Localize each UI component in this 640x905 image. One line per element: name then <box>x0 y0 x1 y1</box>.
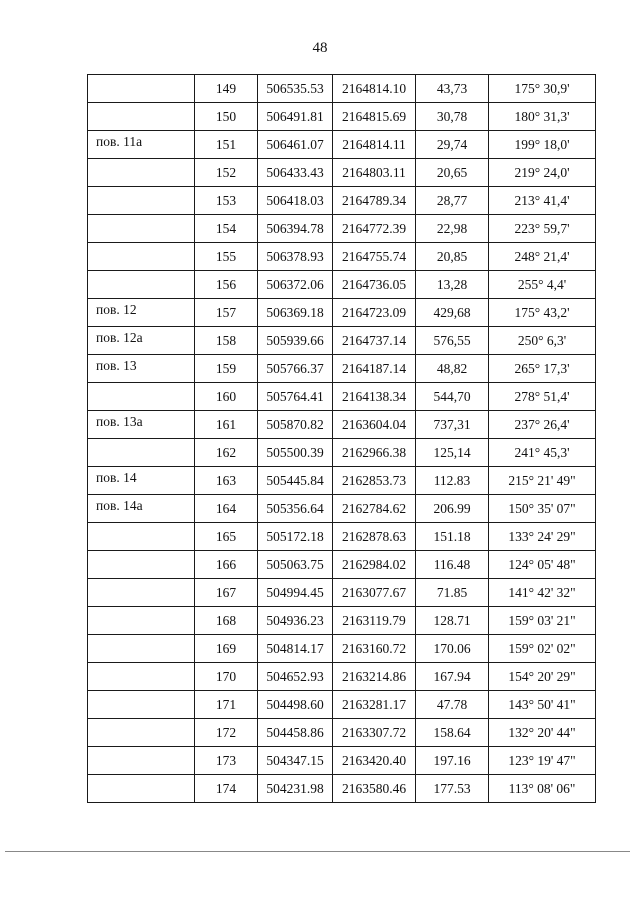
direction-angle-cell: 248° 21,4' <box>489 243 596 271</box>
boundary-label-cell <box>88 187 195 215</box>
boundary-label-cell: пов. 14 <box>88 467 195 495</box>
direction-angle-cell: 199° 18,0' <box>489 131 596 159</box>
distance-cell: 737,31 <box>416 411 489 439</box>
x-coordinate-cell: 504652.93 <box>258 663 333 691</box>
boundary-label-cell <box>88 607 195 635</box>
x-coordinate-cell: 504231.98 <box>258 775 333 803</box>
distance-cell: 206.99 <box>416 495 489 523</box>
point-number-cell: 161 <box>195 411 258 439</box>
point-number-cell: 153 <box>195 187 258 215</box>
boundary-label-cell <box>88 271 195 299</box>
coordinates-table-body <box>88 75 596 803</box>
x-coordinate-cell: 506461.07 <box>258 131 333 159</box>
table-row <box>88 187 596 215</box>
y-coordinate-cell: 2163160.72 <box>333 635 416 663</box>
table-row <box>88 775 596 803</box>
x-coordinate-cell: 506418.03 <box>258 187 333 215</box>
table-row <box>88 103 596 131</box>
point-number-cell: 171 <box>195 691 258 719</box>
x-coordinate-cell: 506372.06 <box>258 271 333 299</box>
distance-cell: 151.18 <box>416 523 489 551</box>
table-row <box>88 75 596 103</box>
table-row <box>88 747 596 775</box>
x-coordinate-cell: 505870.82 <box>258 411 333 439</box>
x-coordinate-cell: 506433.43 <box>258 159 333 187</box>
table-row <box>88 299 596 327</box>
table-row <box>88 215 596 243</box>
direction-angle-cell: 113° 08' 06" <box>489 775 596 803</box>
boundary-label-cell <box>88 635 195 663</box>
distance-cell: 29,74 <box>416 131 489 159</box>
table-row <box>88 467 596 495</box>
distance-cell: 429,68 <box>416 299 489 327</box>
bottom-divider <box>5 851 630 852</box>
distance-cell: 20,65 <box>416 159 489 187</box>
point-number-cell: 150 <box>195 103 258 131</box>
point-number-cell: 168 <box>195 607 258 635</box>
x-coordinate-cell: 505764.41 <box>258 383 333 411</box>
distance-cell: 48,82 <box>416 355 489 383</box>
direction-angle-cell: 219° 24,0' <box>489 159 596 187</box>
coordinates-table <box>87 74 596 803</box>
y-coordinate-cell: 2163580.46 <box>333 775 416 803</box>
boundary-label-cell <box>88 523 195 551</box>
direction-angle-cell: 278° 51,4' <box>489 383 596 411</box>
point-number-cell: 166 <box>195 551 258 579</box>
boundary-label-cell <box>88 103 195 131</box>
distance-cell: 128.71 <box>416 607 489 635</box>
x-coordinate-cell: 504936.23 <box>258 607 333 635</box>
point-number-cell: 172 <box>195 719 258 747</box>
table-row <box>88 579 596 607</box>
point-number-cell: 173 <box>195 747 258 775</box>
table-row <box>88 383 596 411</box>
x-coordinate-cell: 504994.45 <box>258 579 333 607</box>
distance-cell: 177.53 <box>416 775 489 803</box>
y-coordinate-cell: 2162966.38 <box>333 439 416 467</box>
x-coordinate-cell: 506535.53 <box>258 75 333 103</box>
y-coordinate-cell: 2164723.09 <box>333 299 416 327</box>
boundary-label-cell <box>88 439 195 467</box>
x-coordinate-cell: 505356.64 <box>258 495 333 523</box>
distance-cell: 116.48 <box>416 551 489 579</box>
direction-angle-cell: 133° 24' 29" <box>489 523 596 551</box>
table-row <box>88 495 596 523</box>
table-row <box>88 523 596 551</box>
distance-cell: 20,85 <box>416 243 489 271</box>
boundary-label-cell <box>88 243 195 271</box>
point-number-cell: 154 <box>195 215 258 243</box>
boundary-label-cell <box>88 159 195 187</box>
distance-cell: 112.83 <box>416 467 489 495</box>
x-coordinate-cell: 505500.39 <box>258 439 333 467</box>
boundary-label-cell <box>88 551 195 579</box>
direction-angle-cell: 141° 42' 32" <box>489 579 596 607</box>
direction-angle-cell: 124° 05' 48" <box>489 551 596 579</box>
x-coordinate-cell: 504347.15 <box>258 747 333 775</box>
y-coordinate-cell: 2164789.34 <box>333 187 416 215</box>
x-coordinate-cell: 506378.93 <box>258 243 333 271</box>
distance-cell: 28,77 <box>416 187 489 215</box>
x-coordinate-cell: 504498.60 <box>258 691 333 719</box>
distance-cell: 167.94 <box>416 663 489 691</box>
direction-angle-cell: 255° 4,4' <box>489 271 596 299</box>
boundary-label-cell <box>88 75 195 103</box>
direction-angle-cell: 143° 50' 41" <box>489 691 596 719</box>
boundary-label-cell <box>88 691 195 719</box>
table-row <box>88 131 596 159</box>
distance-cell: 71.85 <box>416 579 489 607</box>
boundary-label-cell <box>88 719 195 747</box>
distance-cell: 125,14 <box>416 439 489 467</box>
boundary-label-cell: пов. 11а <box>88 131 195 159</box>
y-coordinate-cell: 2164737.14 <box>333 327 416 355</box>
point-number-cell: 158 <box>195 327 258 355</box>
boundary-label-cell <box>88 663 195 691</box>
boundary-label-cell <box>88 215 195 243</box>
table-row <box>88 635 596 663</box>
point-number-cell: 164 <box>195 495 258 523</box>
point-number-cell: 160 <box>195 383 258 411</box>
direction-angle-cell: 175° 30,9' <box>489 75 596 103</box>
y-coordinate-cell: 2164138.34 <box>333 383 416 411</box>
distance-cell: 197.16 <box>416 747 489 775</box>
direction-angle-cell: 241° 45,3' <box>489 439 596 467</box>
distance-cell: 43,73 <box>416 75 489 103</box>
x-coordinate-cell: 505063.75 <box>258 551 333 579</box>
x-coordinate-cell: 506491.81 <box>258 103 333 131</box>
y-coordinate-cell: 2163281.17 <box>333 691 416 719</box>
point-number-cell: 169 <box>195 635 258 663</box>
point-number-cell: 155 <box>195 243 258 271</box>
direction-angle-cell: 215° 21' 49" <box>489 467 596 495</box>
x-coordinate-cell: 506394.78 <box>258 215 333 243</box>
point-number-cell: 170 <box>195 663 258 691</box>
y-coordinate-cell: 2163119.79 <box>333 607 416 635</box>
distance-cell: 158.64 <box>416 719 489 747</box>
y-coordinate-cell: 2162784.62 <box>333 495 416 523</box>
direction-angle-cell: 223° 59,7' <box>489 215 596 243</box>
x-coordinate-cell: 504814.17 <box>258 635 333 663</box>
point-number-cell: 163 <box>195 467 258 495</box>
boundary-label-cell: пов. 12 <box>88 299 195 327</box>
point-number-cell: 151 <box>195 131 258 159</box>
direction-angle-cell: 123° 19' 47" <box>489 747 596 775</box>
direction-angle-cell: 213° 41,4' <box>489 187 596 215</box>
y-coordinate-cell: 2164803.11 <box>333 159 416 187</box>
x-coordinate-cell: 505939.66 <box>258 327 333 355</box>
table-row <box>88 439 596 467</box>
y-coordinate-cell: 2164814.10 <box>333 75 416 103</box>
point-number-cell: 157 <box>195 299 258 327</box>
direction-angle-cell: 250° 6,3' <box>489 327 596 355</box>
table-row <box>88 551 596 579</box>
boundary-label-cell <box>88 579 195 607</box>
table-row <box>88 411 596 439</box>
y-coordinate-cell: 2163307.72 <box>333 719 416 747</box>
y-coordinate-cell: 2163420.40 <box>333 747 416 775</box>
point-number-cell: 156 <box>195 271 258 299</box>
page-number: 48 <box>312 40 328 56</box>
x-coordinate-cell: 505172.18 <box>258 523 333 551</box>
y-coordinate-cell: 2163077.67 <box>333 579 416 607</box>
direction-angle-cell: 132° 20' 44" <box>489 719 596 747</box>
direction-angle-cell: 159° 03' 21" <box>489 607 596 635</box>
distance-cell: 544,70 <box>416 383 489 411</box>
point-number-cell: 159 <box>195 355 258 383</box>
distance-cell: 47.78 <box>416 691 489 719</box>
point-number-cell: 149 <box>195 75 258 103</box>
direction-angle-cell: 180° 31,3' <box>489 103 596 131</box>
table-row <box>88 159 596 187</box>
y-coordinate-cell: 2162878.63 <box>333 523 416 551</box>
x-coordinate-cell: 504458.86 <box>258 719 333 747</box>
point-number-cell: 174 <box>195 775 258 803</box>
boundary-label-cell <box>88 775 195 803</box>
table-row <box>88 607 596 635</box>
y-coordinate-cell: 2162853.73 <box>333 467 416 495</box>
y-coordinate-cell: 2163214.86 <box>333 663 416 691</box>
x-coordinate-cell: 506369.18 <box>258 299 333 327</box>
x-coordinate-cell: 505766.37 <box>258 355 333 383</box>
boundary-label-cell: пов. 12а <box>88 327 195 355</box>
point-number-cell: 152 <box>195 159 258 187</box>
boundary-label-cell <box>88 747 195 775</box>
y-coordinate-cell: 2164187.14 <box>333 355 416 383</box>
table-row <box>88 719 596 747</box>
point-number-cell: 167 <box>195 579 258 607</box>
y-coordinate-cell: 2164815.69 <box>333 103 416 131</box>
table-row <box>88 355 596 383</box>
distance-cell: 170.06 <box>416 635 489 663</box>
point-number-cell: 165 <box>195 523 258 551</box>
table-row <box>88 691 596 719</box>
direction-angle-cell: 154° 20' 29" <box>489 663 596 691</box>
table-row <box>88 663 596 691</box>
x-coordinate-cell: 505445.84 <box>258 467 333 495</box>
boundary-label-cell <box>88 383 195 411</box>
y-coordinate-cell: 2164755.74 <box>333 243 416 271</box>
y-coordinate-cell: 2162984.02 <box>333 551 416 579</box>
boundary-label-cell: пов. 13 <box>88 355 195 383</box>
boundary-label-cell: пов. 13а <box>88 411 195 439</box>
table-row <box>88 243 596 271</box>
distance-cell: 576,55 <box>416 327 489 355</box>
y-coordinate-cell: 2163604.04 <box>333 411 416 439</box>
direction-angle-cell: 175° 43,2' <box>489 299 596 327</box>
direction-angle-cell: 265° 17,3' <box>489 355 596 383</box>
distance-cell: 13,28 <box>416 271 489 299</box>
table-row <box>88 327 596 355</box>
distance-cell: 22,98 <box>416 215 489 243</box>
distance-cell: 30,78 <box>416 103 489 131</box>
table-row <box>88 271 596 299</box>
direction-angle-cell: 159° 02' 02" <box>489 635 596 663</box>
direction-angle-cell: 237° 26,4' <box>489 411 596 439</box>
y-coordinate-cell: 2164736.05 <box>333 271 416 299</box>
boundary-label-cell: пов. 14а <box>88 495 195 523</box>
y-coordinate-cell: 2164772.39 <box>333 215 416 243</box>
y-coordinate-cell: 2164814.11 <box>333 131 416 159</box>
direction-angle-cell: 150° 35' 07" <box>489 495 596 523</box>
point-number-cell: 162 <box>195 439 258 467</box>
